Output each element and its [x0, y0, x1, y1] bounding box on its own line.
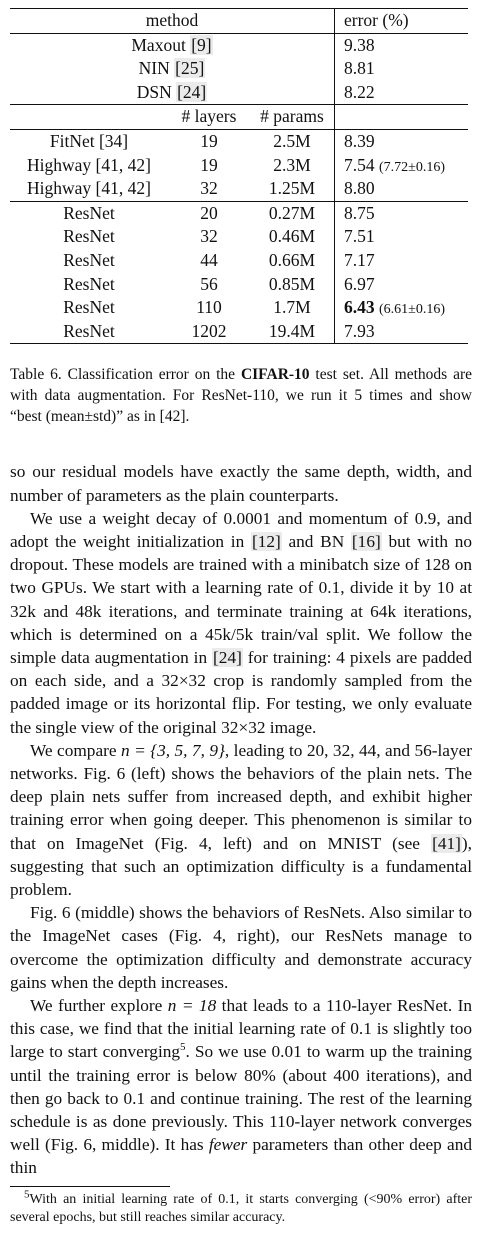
table-row [10, 57, 468, 81]
error-cell: 8.22 [344, 81, 375, 102]
params-cell: 19.4M [268, 320, 316, 341]
layers-cell: 32 [200, 178, 218, 199]
layers-cell: 20 [200, 202, 218, 223]
table-row [10, 129, 468, 154]
dataset-name: CIFAR-10 [240, 366, 310, 384]
footnote-marker[interactable]: 5 [180, 1041, 186, 1054]
error-cell: 7.17 [344, 249, 375, 270]
error-cell: 6.97 [344, 273, 375, 294]
paragraph: We compare n = {3, 5, 7, 9}, leading to 20, 32, 44, and 56-layer networks. Fig. 6 (left) shows the behaviors of the plain nets. The deep plain nets suffer from increased depth, and exhibit higher training error when going deeper. This phenomenon is similar to that on ImageNet (Fig. 4, left) and on MNIST (see [41]), suggesting that such an optimization difficulty is a fundamental problem. [10, 740, 473, 899]
table-caption: Table 6. Classification error on the CIFAR-10 test set. All methods are with data augmentation. For ResNet-110, we run it 5 times and show “best (mean±std)” as in [42]. [10, 366, 472, 426]
error-cell: 8.75 [344, 202, 375, 223]
citation-link[interactable]: [16] [351, 531, 381, 551]
layers-cell: 1202 [191, 320, 227, 341]
header-error: error (%) [344, 10, 409, 30]
table-header-row [10, 9, 468, 33]
footnote-rule [10, 1186, 170, 1187]
layers-cell: 19 [200, 130, 218, 151]
error-cell: 7.51 [344, 226, 375, 247]
layers-cell: 110 [196, 297, 222, 318]
table-vertical-rule [334, 9, 335, 343]
error-cell [334, 296, 468, 320]
citation-link[interactable]: [9] [191, 34, 212, 55]
table-row [10, 225, 468, 249]
citation-link[interactable]: [24] [213, 647, 242, 667]
body-text [10, 460, 472, 1179]
params-cell: 0.27M [268, 202, 316, 223]
params-cell: 0.46M [268, 226, 316, 247]
paragraph: We use a weight decay of 0.0001 and momentum of 0.9, and adopt the weight initialization in [12] and BN [16] but with no dropout. These models are trained with a minibatch size of 128 on two GPUs. We start with a learning rate of 0.1, divide it by 10 at 32k and 48k iterations, and terminate training at 64k iterations, which is determined on a 45k/5k train/val split. We follow the simple data augmentation in [24] for training: 4 pixels are padded on each side, and a 32×32 crop is randomly sampled from the padded image or its horizontal flip. For testing, we only evaluate the single view of the original 32×32 image. [10, 508, 472, 737]
table-row [10, 81, 468, 105]
method-cell: ResNet [63, 297, 115, 318]
layers-cell: 56 [200, 273, 218, 294]
paragraph: Fig. 6 (middle) shows the behaviors of ResNets. Also similar to the ImageNet cases (Fig. 4, right), our ResNets manage to overcome the optimization difficulty and demonstrate accuracy gains when the depth increases. [10, 903, 472, 992]
citation-link[interactable]: [12] [251, 531, 281, 551]
method-cell: ResNet [63, 249, 115, 270]
footnote: $^5$With an initial learning rate of 0.1, it starts converging (<90% error) after several epochs, but still reaches similar accuracy. [10, 1187, 472, 1225]
method-cell: ResNet [63, 226, 115, 247]
table-subheader-row [10, 104, 468, 129]
error-cell: 9.38 [344, 34, 375, 55]
layers-cell: 32 [200, 226, 218, 247]
method-cell: Maxout [9] [131, 34, 212, 55]
error-cell: 7.93 [344, 320, 375, 341]
citation-link[interactable]: [25] [175, 58, 205, 79]
params-cell: 0.66M [268, 249, 316, 270]
method-cell: NIN [25] [138, 58, 205, 79]
layers-cell: 44 [200, 249, 218, 270]
params-cell: 1.25M [268, 178, 316, 199]
footnote-marker: 5 [24, 1187, 30, 1200]
params-cell: 2.3M [273, 154, 311, 175]
error-cell: 8.81 [344, 58, 375, 79]
citation-link[interactable]: [41] [432, 833, 461, 853]
header-layers: # layers [181, 106, 237, 127]
method-cell: FitNet [34] [49, 130, 129, 151]
citation-link[interactable]: [24] [177, 81, 207, 102]
params-cell: 0.85M [268, 273, 316, 294]
paragraph: We further explore n = 18 that leads to a 110-layer ResNet. In this case, we find that the initial learning rate of 0.1 is slightly too large to start converging$^5$. So we use 0.01 to warm up the training until the training error is below 80% (about 400 iterations), and then go back to 0.1 and continue training. The rest of the learning schedule is as done previously. This 110-layer network converges well (Fig. 6, middle). It has fewer parameters than other deep and thin [10, 995, 472, 1178]
params-cell: 2.5M [273, 130, 311, 151]
table-row [10, 33, 468, 58]
table-row [10, 320, 468, 344]
table-row [10, 296, 468, 320]
method-cell: Highway [41, 42] [27, 178, 151, 199]
method-cell: ResNet [63, 202, 115, 223]
method-cell: DSN [24] [136, 81, 207, 102]
table-row [10, 201, 468, 226]
params-cell: 1.7M [273, 297, 311, 318]
math-expression: n = 18 [167, 995, 217, 1015]
header-params: # params [260, 106, 324, 127]
table-row [10, 249, 468, 273]
table-row [10, 154, 468, 178]
best-error-value: 6.43 [344, 297, 375, 318]
error-cell: 8.80 [344, 178, 375, 199]
method-cell: Highway [41, 42] [27, 154, 151, 175]
paragraph: so our residual models have exactly the same depth, width, and number of parameters as the plain counterparts. [10, 462, 472, 505]
layers-cell: 19 [200, 154, 218, 175]
math-expression: n = {3, 5, 7, 9} [121, 740, 225, 760]
table-row [10, 177, 468, 201]
method-cell: ResNet [63, 320, 115, 341]
emphasis: fewer [208, 1135, 248, 1155]
table-row [10, 273, 468, 297]
error-cell: 8.39 [344, 130, 375, 151]
header-method: method [145, 10, 199, 30]
error-mean-std: (6.61±0.16) [379, 302, 446, 318]
error-cell: 7.54 (7.72±0.16) [344, 154, 446, 175]
error-mean-std: (7.72±0.16) [379, 159, 446, 175]
results-table [10, 8, 468, 344]
paper-page [10, 8, 472, 1227]
method-cell: ResNet [63, 273, 115, 294]
